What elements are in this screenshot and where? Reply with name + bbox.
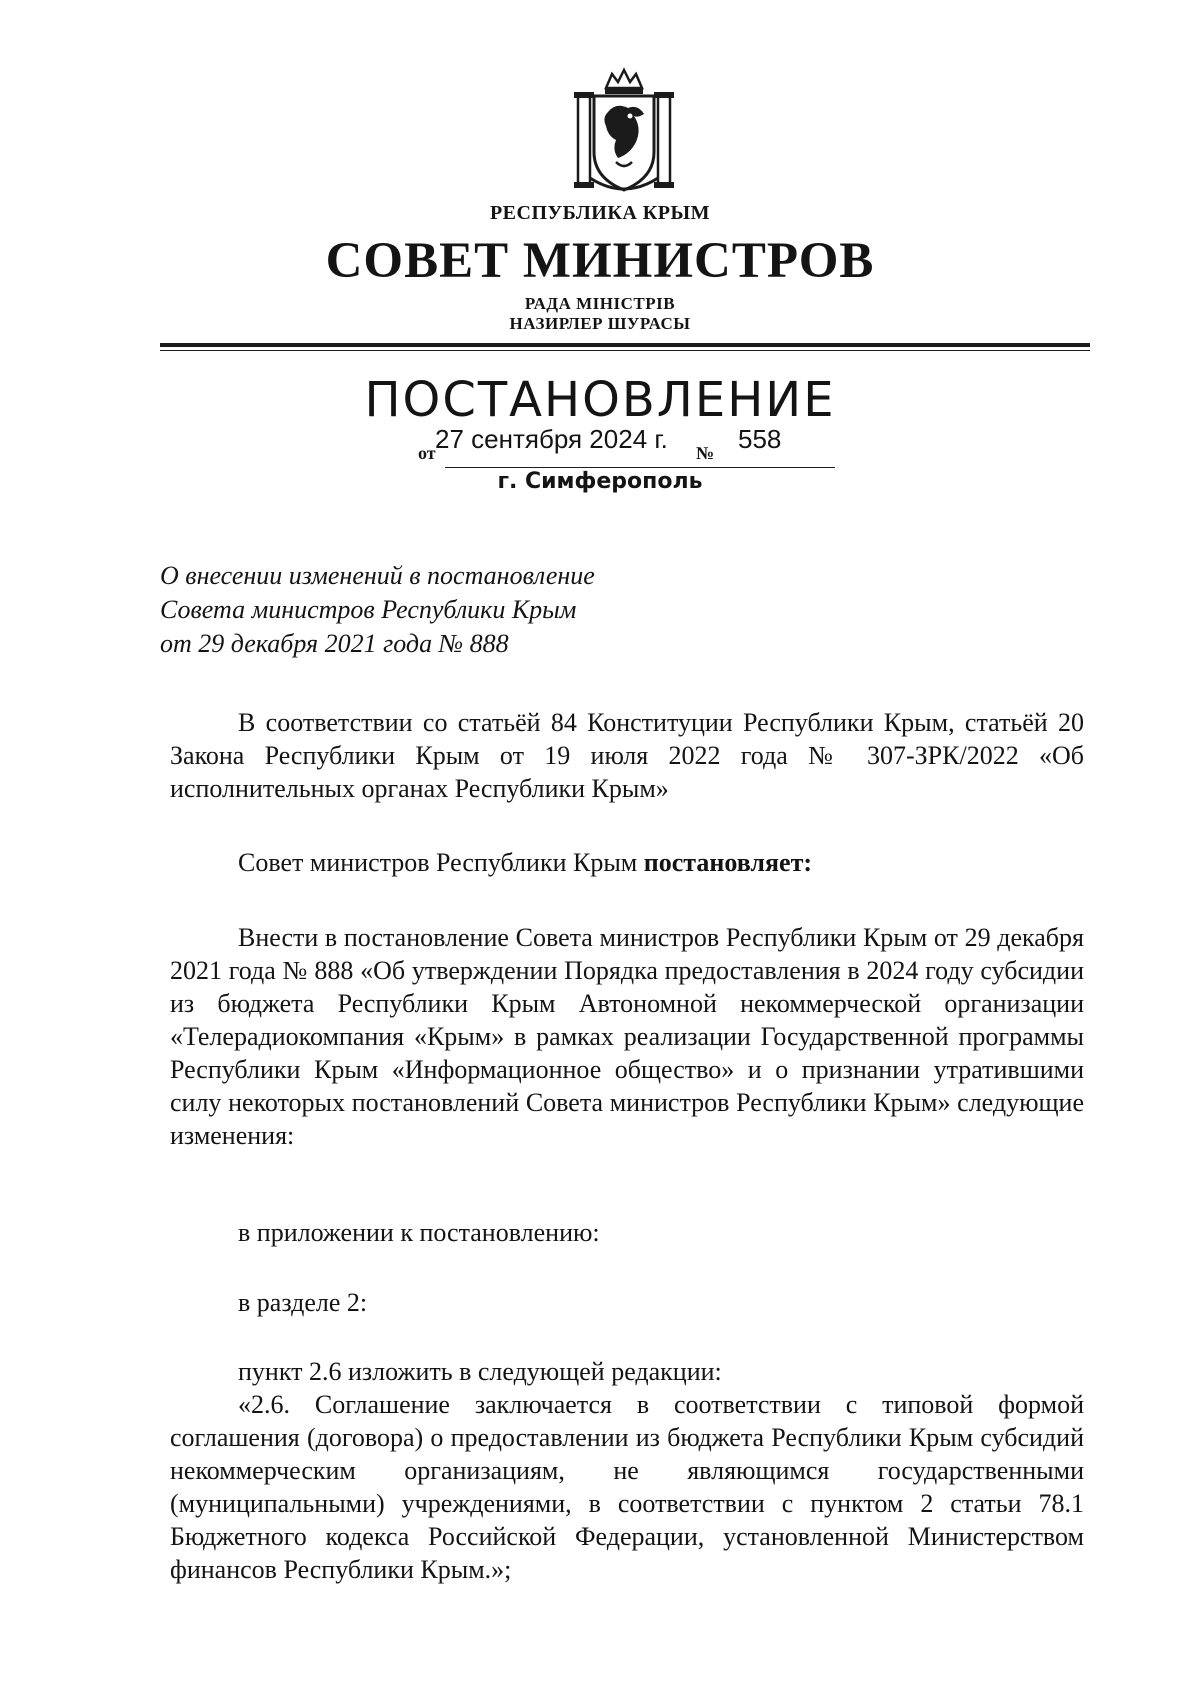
paragraph-text: в разделе 2: — [238, 1288, 368, 1317]
header-divider — [160, 343, 1090, 347]
document-type-title: ПОСТАНОВЛЕНИЕ — [364, 372, 836, 428]
section-paragraph — [170, 1286, 1084, 1319]
paragraph-text: Внести в постановление Совета министров Республики Крым от 29 декабря 2021 года № 888 «Об утверждении Порядка предоставления в 2024 году субсидии из бюджета Республики Крым Автономной некоммерческой организации «Телерадиокомпания «Крым» в рамках реализации Государственной программы Республики Крым «Информационное общество» и о признании утратившими силу некоторых постановлений Совета министров Республики Крым» следующие изменения: — [170, 923, 1084, 1150]
subject-line: от 29 декабря 2021 года № 888 — [160, 629, 509, 658]
document-date: 27 сентября 2024 г. — [435, 424, 668, 454]
council-prefix: Совет министров Республики Крым — [238, 848, 638, 877]
document-city: г. Симферополь — [497, 469, 703, 494]
from-label: от — [418, 443, 436, 463]
council-name-crimean-tatar: НАЗИРЛЕР ШУРАСЫ — [509, 314, 691, 333]
date-number-line — [0, 424, 1200, 468]
paragraph-text: в приложении к постановлению: — [238, 1218, 600, 1247]
coat-of-arms-icon — [572, 66, 676, 198]
council-name-ukrainian: РАДА МІНІСТРІВ — [524, 294, 676, 313]
legal-basis-paragraph — [170, 706, 1084, 805]
republic-name: РЕСПУБЛИКА КРЫМ — [489, 202, 711, 224]
clause-text-paragraph — [170, 1388, 1084, 1586]
date-underline — [445, 467, 835, 468]
amendment-paragraph — [170, 921, 1084, 1152]
document-number: 558 — [738, 424, 782, 454]
paragraph-text: пункт 2.6 изложить в следующей редакции: — [238, 1357, 722, 1386]
appendix-paragraph — [170, 1216, 1084, 1249]
council-name: СОВЕТ МИНИСТРОВ — [325, 233, 875, 289]
header-divider-thin — [160, 350, 1090, 351]
resolution-paragraph — [170, 846, 1084, 879]
clause-paragraph — [170, 1355, 1084, 1388]
paragraph-text: В соответствии со статьёй 84 Конституции Республики Крым, статьёй 20 Закона Республики Крым от 19 июля 2022 года № 307-ЗРК/2022 «Об исполнительных органах Республики Крым» — [170, 708, 1084, 803]
resolves-verb: постановляет: — [643, 848, 813, 877]
document-subject — [160, 559, 680, 661]
subject-line: О внесении изменений в постановление — [160, 561, 595, 590]
subject-line: Совета министров Республики Крым — [160, 595, 577, 624]
paragraph-text: «2.6. Соглашение заключается в соответствии с типовой формой соглашения (договора) о предоставлении из бюджета Республики Крым субсидий некоммерческим организациям, не являющимся государственными (муниципальными) учреждениями, в соответствии с пунктом 2 статьи 78.1 Бюджетного кодекса Российской Федерации, установленной Министерством финансов Республики Крым.»; — [170, 1390, 1084, 1584]
number-label: № — [696, 443, 715, 463]
